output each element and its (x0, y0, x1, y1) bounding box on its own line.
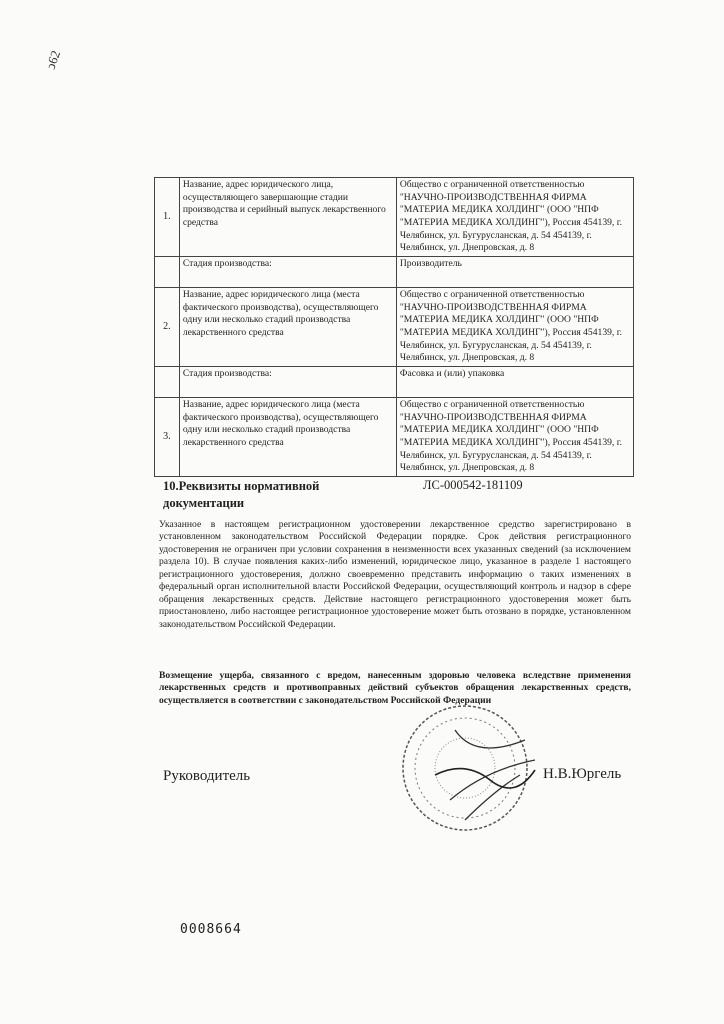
row-number: 1. (155, 178, 180, 257)
serial-number: 0008664 (180, 922, 242, 937)
row-label: Название, адрес юридического лица (места фактического производства), осуществляющего одну или несколько стадий производства лекарственного средства (179, 397, 396, 476)
page-number-mark: ↄ62 (42, 48, 64, 72)
row-number: 2. (155, 287, 180, 366)
table-row (155, 287, 634, 366)
table-row (155, 397, 634, 476)
table-row (155, 366, 634, 397)
row-value: Общество с ограниченной ответственностью "НАУЧНО-ПРОИЗВОДСТВЕННАЯ ФИРМА "МАТЕРИА МЕДИКА ХОЛДИНГ" (ООО "НПФ "МАТЕРИА МЕДИКА ХОЛДИНГ"), Россия 454139, г. Челябинск, ул. Бугурусланская, д. 54 454139, г. Челябинск, ул. Днепровская, д. 8 (396, 397, 633, 476)
row-value: Общество с ограниченной ответственностью "НАУЧНО-ПРОИЗВОДСТВЕННАЯ ФИРМА "МАТЕРИА МЕДИКА ХОЛДИНГ" (ООО "НПФ "МАТЕРИА МЕДИКА ХОЛДИНГ"), Россия 454139, г. Челябинск, ул. Бугурусланская, д. 54 454139, г. Челябинск, ул. Днепровская, д. 8 (396, 178, 633, 257)
producers-table (154, 177, 634, 477)
stage-label: Стадия производства: (179, 366, 396, 397)
row-number (155, 256, 180, 287)
row-label: Название, адрес юридического лица, осуществляющего завершающие стадии производства и серийный выпуск лекарственного средства (179, 178, 396, 257)
official-seal-icon (395, 700, 545, 840)
signer-name: Н.В.Юргель (543, 766, 622, 782)
stage-label: Стадия производства: (179, 256, 396, 287)
section-10-value: ЛС-000542-181109 (423, 478, 523, 492)
stage-value: Производитель (396, 256, 633, 287)
damages-paragraph: Возмещение ущерба, связанного с вредом, нанесенным здоровью человека вследствие применения лекарственных средств и противоправных действий субъектов обращения лекарственных средств, осуществляется в соответствии с законодательством Российской Федерации (159, 670, 631, 706)
row-number: 3. (155, 397, 180, 476)
row-label: Название, адрес юридического лица (места фактического производства), осуществляющего одну или несколько стадий производства лекарственного средства (179, 287, 396, 366)
row-value: Общество с ограниченной ответственностью "НАУЧНО-ПРОИЗВОДСТВЕННАЯ ФИРМА "МАТЕРИА МЕДИКА ХОЛДИНГ" (ООО "НПФ "МАТЕРИА МЕДИКА ХОЛДИНГ"), Россия 454139, г. Челябинск, ул. Бугурусланская, д. 54 454139, г. Челябинск, ул. Днепровская, д. 8 (396, 287, 633, 366)
signer-title: Руководитель (163, 768, 251, 784)
stage-value: Фасовка и (или) упаковка (396, 366, 633, 397)
section-10-label: 10.Реквизиты нормативной документации (163, 479, 320, 510)
row-number (155, 366, 180, 397)
table-row (155, 256, 634, 287)
validity-paragraph: Указанное в настоящем регистрационном удостоверении лекарственное средство зарегистрировано в установленном законодательством Российской Федерации порядке. Срок действия регистрационного удостоверения не ограничен при условии сохранения в неизменности всех указанных сведений (за исключением раздела 10). В случае появления каких-либо изменений, юридическое лицо, указанное в разделе 1 настоящего регистрационного удостоверения, должно своевременно представить информацию о таких изменениях в федеральный орган исполнительной власти Российской Федерации, осуществляющий контроль и надзор в сфере обращения лекарственных средств. Действие настоящего регистрационного удостоверения может быть приостановлено, либо настоящее регистрационное удостоверение может быть отозвано в порядке, установленном законодательством Российской Федерации. (159, 519, 631, 630)
table-row (155, 178, 634, 257)
